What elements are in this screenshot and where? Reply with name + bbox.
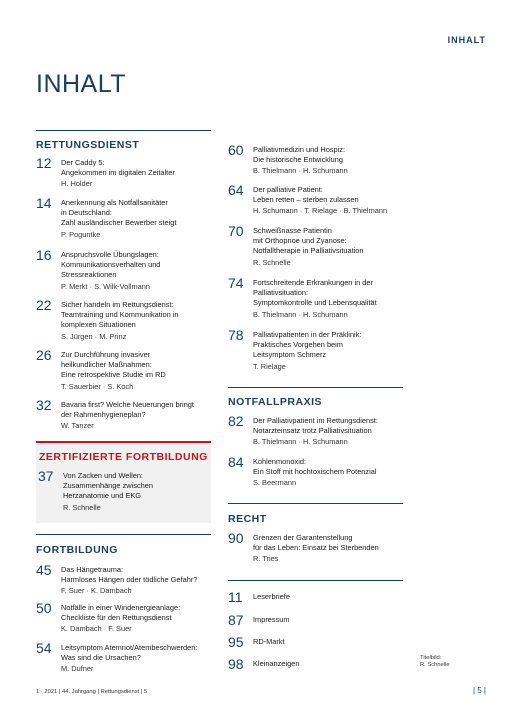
toc-entry-authors: P. Merkt · S. Wilk-Vollmann bbox=[61, 281, 150, 291]
toc-entry-text bbox=[61, 198, 216, 240]
toc-entry-title: Fortschreitende Erkrankungen in der Palliativsituation: Symptomkontrolle und Lebensqualität bbox=[253, 278, 377, 308]
toc-entry-authors: B. Thielmann · H. Schumann bbox=[253, 166, 348, 176]
footer-issue: 1 · 2021 | 44. Jahrgang | Rettungsdienst | 5 bbox=[36, 689, 148, 695]
toc-entry-text bbox=[253, 226, 408, 268]
toc-entry-title: Notfälle in einer Windenergieanlage: Checkliste für den Rettungsdienst bbox=[61, 603, 181, 623]
toc-page-number: 37 bbox=[38, 468, 54, 484]
section-heading-zertifizierte: ZERTIFIZIERTE FORTBILDUNG bbox=[39, 451, 208, 463]
toc-entry-title: Das Hängetrauma: Harmloses Hängen oder tödliche Gefahr? bbox=[61, 565, 198, 585]
toc-entry-text bbox=[253, 145, 408, 177]
toc-page-number: 32 bbox=[36, 397, 52, 413]
toc-entry-text bbox=[61, 350, 216, 392]
toc-entry-title: Leserbriefe bbox=[253, 592, 290, 601]
toc-page-number: 87 bbox=[228, 612, 244, 628]
toc-entry-title: Der Palliativpatient im Rettungsdienst: Notarzteinsatz trotz Palliativsituation bbox=[253, 416, 378, 436]
toc-entry-text bbox=[253, 330, 408, 372]
running-header: INHALT bbox=[447, 35, 486, 45]
toc-entry-title: Anerkennung als Notfallsanitäter in Deutschland: Zahl ausländischer Bewerber steigt bbox=[61, 198, 177, 228]
toc-entry-authors: W. Tanzer bbox=[61, 421, 94, 431]
toc-entry-title: Schweißnasse Patientin mit Orthopnoe und Zyanose: Notfalltherapie in Palliativsituation bbox=[253, 226, 364, 256]
toc-entry-text bbox=[253, 592, 408, 602]
toc-entry-title: RD-Markt bbox=[253, 637, 285, 646]
toc-page-number: 60 bbox=[228, 142, 244, 158]
toc-entry-authors: B. Thielmann · H. Schumann bbox=[253, 437, 348, 447]
toc-entry-text bbox=[61, 400, 216, 432]
toc-entry-text bbox=[63, 471, 218, 513]
section-rule bbox=[228, 387, 403, 388]
toc-entry-title: Palliativpatienten in der Präklinik: Praktisches Vorgehen beim Leitsymptom Schmerz bbox=[253, 330, 362, 360]
toc-entry-authors: H. Schumann · T. Rielage · B. Thielmann bbox=[253, 206, 388, 216]
toc-page-number: 54 bbox=[36, 640, 52, 656]
toc-page-number: 16 bbox=[36, 247, 52, 263]
toc-entry-text bbox=[61, 158, 216, 190]
toc-entry-title: Zur Durchführung invasiver heilkundlicher Maßnahmen: Eine retrospektive Studie im RD bbox=[61, 350, 166, 380]
section-heading-rettungsdienst: RETTUNGSDIENST bbox=[36, 139, 140, 151]
toc-page-number: 26 bbox=[36, 347, 52, 363]
toc-entry-authors: R. Schnelle bbox=[253, 257, 291, 267]
toc-entry-title: Bavaria first? Welche Neuerungen bringt der Rahmenhygieneplan? bbox=[61, 400, 194, 420]
toc-entry-title: Palliativmedizin und Hospiz: Die historische Entwicklung bbox=[253, 145, 346, 165]
toc-entry-text bbox=[61, 643, 216, 675]
toc-page-number: 74 bbox=[228, 275, 244, 291]
toc-entry-title: Von Zacken und Wellen: Zusammenhänge zwischen Herzanatomie und EKG bbox=[63, 471, 153, 501]
section-rule bbox=[36, 130, 211, 131]
toc-entry-text bbox=[253, 659, 408, 669]
cover-credit-name: R. Schnelle bbox=[420, 662, 450, 668]
cover-credit bbox=[420, 655, 450, 669]
toc-page-number: 82 bbox=[228, 413, 244, 429]
toc-entry-text bbox=[61, 565, 216, 597]
toc-entry-authors: S. Jürgen · M. Prinz bbox=[61, 331, 127, 341]
toc-entry-title: Der Caddy 5: Angekommen im digitalen Zeitalter bbox=[61, 158, 175, 178]
toc-page-number: 70 bbox=[228, 223, 244, 239]
toc-entry-title: Anspruchsvolle Übungslagen: Kommunikationsverhalten und Stressreaktionen bbox=[61, 250, 161, 280]
toc-page-number: 50 bbox=[36, 600, 52, 616]
toc-entry-authors: H. Holder bbox=[61, 179, 93, 189]
section-rule bbox=[228, 580, 403, 581]
toc-page-number: 11 bbox=[228, 589, 243, 605]
toc-entry-text bbox=[61, 603, 216, 635]
toc-entry-title: Kohlenmonoxid: Ein Stoff mit hochtoxischem Potenzial bbox=[253, 457, 377, 477]
section-rule bbox=[36, 534, 211, 535]
section-heading-fortbildung: FORTBILDUNG bbox=[36, 544, 118, 556]
toc-entry-title: Der palliative Patient: Leben retten – sterben zulassen bbox=[253, 185, 359, 205]
toc-entry-text bbox=[253, 615, 408, 625]
toc-entry-authors: P. Poguntke bbox=[61, 229, 101, 239]
toc-page-number: 14 bbox=[36, 195, 52, 211]
toc-entry-title: Kleinanzeigen bbox=[253, 659, 300, 668]
toc-page-number: 64 bbox=[228, 182, 244, 198]
toc-entry-authors: T. Rielage bbox=[253, 361, 286, 371]
toc-entry-text bbox=[253, 185, 408, 217]
toc-entry-text bbox=[253, 533, 408, 565]
toc-entry-authors: F. Suer · K. Dambach bbox=[61, 586, 132, 596]
toc-entry-text bbox=[253, 457, 408, 489]
toc-page-number: 84 bbox=[228, 454, 244, 470]
toc-entry-title: Leitsymptom Atemnot/Atembeschwerden: Was sind die Ursachen? bbox=[61, 643, 198, 663]
page-title: INHALT bbox=[36, 70, 127, 98]
zertifizierte-bar bbox=[36, 441, 211, 443]
toc-page-number: 98 bbox=[228, 656, 244, 672]
cover-credit-label: Titelbild: bbox=[420, 655, 442, 661]
toc-entry-text bbox=[253, 637, 408, 647]
toc-entry-authors: M. Dufner bbox=[61, 664, 94, 674]
toc-page-number: 22 bbox=[36, 297, 52, 313]
toc-entry-text bbox=[61, 300, 216, 342]
toc-entry-authors: K. Dambach · F. Suer bbox=[61, 624, 132, 634]
section-heading-notfallpraxis: NOTFALLPRAXIS bbox=[228, 396, 323, 408]
section-heading-recht: RECHT bbox=[228, 513, 267, 525]
toc-page-number: 90 bbox=[228, 530, 244, 546]
toc-entry-authors: T. Sauerbier · S. Koch bbox=[61, 381, 134, 391]
toc-entry-title: Impressum bbox=[253, 615, 290, 624]
toc-entry-text bbox=[253, 278, 408, 320]
toc-entry-authors: R. Tries bbox=[253, 554, 279, 564]
toc-page-number: 95 bbox=[228, 634, 244, 650]
toc-entry-authors: S. Beermann bbox=[253, 478, 297, 488]
toc-entry-authors: B. Thielmann · H. Schumann bbox=[253, 309, 348, 319]
toc-entry-authors: R. Schnelle bbox=[63, 502, 101, 512]
toc-entry-title: Grenzen der Garantenstellung für das Leben: Einsatz bei Sterbenden bbox=[253, 533, 379, 553]
section-rule bbox=[228, 503, 403, 504]
toc-page-number: 45 bbox=[36, 562, 52, 578]
footer-page-number: | 5 | bbox=[472, 686, 486, 695]
toc-entry-title: Sicher handeln im Rettungsdienst: Teamtraining und Kommunikation in komplexen Situationen bbox=[61, 300, 179, 330]
toc-entry-text bbox=[253, 416, 408, 448]
toc-page-number: 12 bbox=[36, 155, 52, 171]
toc-entry-text bbox=[61, 250, 216, 292]
toc-page-number: 78 bbox=[228, 327, 244, 343]
